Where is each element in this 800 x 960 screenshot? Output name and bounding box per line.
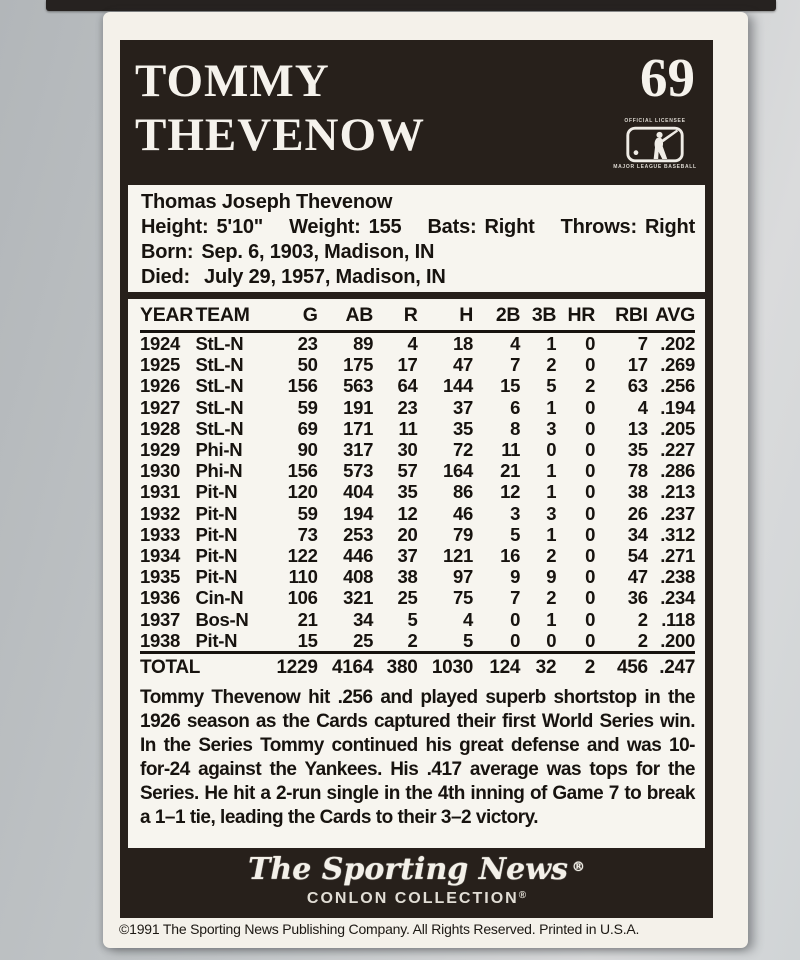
stat-cell: 1927 — [140, 396, 180, 418]
photo-backdrop-edge — [46, 0, 776, 11]
player-last-name: THEVENOW — [135, 109, 426, 161]
stat-cell: 156 — [287, 460, 318, 482]
stat-cell: 1 — [546, 481, 557, 503]
stat-cell: .234 — [660, 587, 695, 609]
stat-cell: 16 — [500, 545, 521, 567]
stat-cell: 57 — [397, 460, 418, 482]
stat-col-2b: 2B — [473, 302, 520, 332]
stat-cell: 4 — [462, 608, 473, 630]
stat-cell: 0 — [585, 566, 596, 588]
stat-cell: 194 — [343, 502, 374, 524]
stat-cell: Pit-N — [195, 566, 238, 588]
stat-col-g: G — [270, 302, 317, 332]
stat-cell: Phi-N — [195, 460, 243, 482]
stat-cell: 0 — [585, 587, 596, 609]
stat-cell: 34 — [627, 523, 648, 545]
stat-cell: 1935 — [140, 566, 180, 588]
stat-cell: 0 — [585, 333, 596, 354]
stat-cell: 120 — [287, 481, 318, 503]
mlb-logo-top-text: OFFICIAL LICENSEE — [624, 118, 686, 124]
table-row — [140, 375, 695, 396]
stat-cell: 35 — [453, 417, 473, 439]
mlb-logo — [603, 118, 707, 171]
stat-cell: 1 — [546, 460, 557, 482]
total-cell: .247 — [648, 653, 695, 680]
stat-cell: 4 — [637, 396, 648, 418]
stat-cell: .271 — [660, 545, 695, 567]
stat-cell: 38 — [397, 566, 418, 588]
sporting-news-logo: The Sporting News ® — [248, 852, 585, 887]
table-row — [140, 503, 695, 524]
stat-cell: 18 — [453, 333, 473, 354]
stat-cell: 30 — [397, 439, 418, 461]
stat-cell: 75 — [453, 587, 473, 609]
bio-died-line: Died: July 29, 1957, Madison, IN — [141, 266, 446, 288]
stat-cell: 0 — [510, 608, 521, 630]
bio-throws: Throws: Right — [560, 216, 696, 238]
stat-col-hr: HR — [556, 302, 595, 332]
stat-cell: 573 — [343, 460, 374, 482]
total-label: TOTAL — [140, 653, 270, 680]
stat-cell: 59 — [297, 396, 318, 418]
stat-cell: 4 — [510, 333, 521, 354]
stat-cell: 0 — [585, 396, 596, 418]
stat-cell: 6 — [510, 396, 521, 418]
stat-cell: 446 — [343, 545, 374, 567]
stat-cell: .205 — [660, 417, 695, 439]
table-row — [140, 545, 695, 566]
baseball-card-back — [103, 12, 748, 948]
stat-cell: 8 — [510, 417, 521, 439]
stat-cell: 1931 — [140, 481, 180, 503]
stat-cell: 106 — [287, 587, 318, 609]
total-cell: 32 — [520, 653, 556, 680]
table-row — [140, 566, 695, 587]
stat-cell: Cin-N — [195, 587, 244, 609]
stat-cell: 79 — [453, 523, 473, 545]
card-black-panel — [120, 40, 713, 918]
stat-cell: 37 — [453, 396, 473, 418]
stat-cell: 3 — [546, 417, 557, 439]
total-cell: 456 — [595, 653, 648, 680]
stat-cell: 175 — [343, 354, 374, 376]
copyright-line: ©1991 The Sporting News Publishing Company. All Rights Reserved. Printed in U.S.A. — [119, 921, 640, 937]
stat-cell: 563 — [343, 375, 374, 397]
table-row — [140, 332, 695, 355]
stat-cell: 35 — [627, 439, 648, 461]
stat-cell: 2 — [546, 587, 557, 609]
stat-cell: 317 — [343, 439, 374, 461]
stat-cell: 47 — [627, 566, 648, 588]
stat-cell: 23 — [297, 333, 318, 354]
stat-cell: 73 — [297, 523, 318, 545]
total-cell: 1229 — [270, 653, 317, 680]
table-row — [140, 630, 695, 653]
stat-cell: 20 — [397, 523, 418, 545]
stat-cell: 156 — [287, 375, 318, 397]
stat-cell: 1 — [546, 523, 557, 545]
stat-cell: 253 — [343, 523, 374, 545]
stat-cell: .227 — [660, 439, 695, 461]
stat-cell: 1938 — [140, 629, 180, 651]
stat-cell: 0 — [585, 629, 596, 651]
bio-born-line: Born: Sep. 6, 1903, Madison, IN — [141, 241, 435, 263]
stat-cell: .200 — [660, 629, 695, 651]
stat-cell: 144 — [443, 375, 473, 397]
stat-cell: 122 — [287, 545, 318, 567]
stat-cell: 5 — [546, 375, 557, 397]
stat-cell: 0 — [546, 439, 557, 461]
stat-cell: 1930 — [140, 460, 180, 482]
stat-cell: 1 — [546, 333, 557, 354]
table-row — [140, 609, 695, 630]
stat-cell: 121 — [443, 545, 473, 567]
stat-cell: 5 — [407, 608, 418, 630]
stat-cell: 3 — [546, 502, 557, 524]
conlon-collection-label: CONLON COLLECTION® — [306, 890, 527, 907]
stat-cell: Pit-N — [195, 545, 238, 567]
stat-col-r: R — [373, 302, 417, 332]
stat-cell: 1928 — [140, 417, 180, 439]
stat-cell: 5 — [462, 629, 473, 651]
stat-cell: 2 — [407, 629, 418, 651]
stat-cell: .286 — [660, 460, 695, 482]
stat-col-year: YEAR — [140, 302, 196, 332]
stat-cell: 15 — [297, 629, 318, 651]
stat-cell: .202 — [660, 333, 695, 354]
stat-cell: 89 — [353, 333, 374, 354]
stat-cell: .312 — [660, 523, 695, 545]
stat-cell: 0 — [585, 460, 596, 482]
stat-cell: StL-N — [195, 333, 244, 354]
stat-cell: 63 — [627, 375, 648, 397]
stat-cell: 1926 — [140, 375, 180, 397]
stat-cell: 46 — [453, 502, 473, 524]
stat-cell: 50 — [297, 354, 318, 376]
stat-cell: 321 — [343, 587, 374, 609]
stat-cell: 9 — [510, 566, 521, 588]
stat-cell: 17 — [397, 354, 418, 376]
stat-cell: 11 — [398, 417, 418, 439]
stat-cell: .238 — [660, 566, 695, 588]
stat-cell: 1925 — [140, 354, 180, 376]
stat-cell: .213 — [660, 481, 695, 503]
stat-cell: 171 — [343, 417, 374, 439]
stat-cell: 1936 — [140, 587, 180, 609]
total-cell: 380 — [373, 653, 417, 680]
mlb-logo-bottom-text: MAJOR LEAGUE BASEBALL — [613, 164, 697, 170]
stat-cell: 11 — [501, 439, 521, 461]
stat-cell: 21 — [297, 608, 318, 630]
stat-cell: 13 — [627, 417, 648, 439]
stat-cell: 2 — [546, 545, 557, 567]
stat-cell: 54 — [627, 545, 648, 567]
stat-cell: 1933 — [140, 523, 180, 545]
total-cell: 2 — [556, 653, 595, 680]
stat-cell: 404 — [343, 481, 374, 503]
stat-cell: 408 — [343, 566, 374, 588]
stat-cell: StL-N — [195, 417, 244, 439]
bio-box — [128, 185, 705, 292]
registered-mark: ® — [571, 860, 585, 875]
stat-cell: StL-N — [195, 396, 244, 418]
brand-footer — [120, 852, 713, 908]
stat-cell: 0 — [585, 608, 596, 630]
stat-cell: 59 — [297, 502, 318, 524]
stat-cell: 0 — [585, 481, 596, 503]
stat-cell: 47 — [453, 354, 473, 376]
bio-weight: Weight: 155 — [289, 216, 402, 238]
stat-cell: 17 — [627, 354, 648, 376]
stat-cell: 0 — [585, 502, 596, 524]
stat-cell: StL-N — [195, 375, 244, 397]
stat-cell: 25 — [397, 587, 418, 609]
table-row — [140, 460, 695, 481]
card-number: 69 — [640, 47, 695, 108]
table-row — [140, 524, 695, 545]
stat-cell: Pit-N — [195, 502, 238, 524]
table-row — [140, 439, 695, 460]
stat-cell: .269 — [660, 354, 695, 376]
stat-cell: .118 — [661, 608, 695, 630]
stat-cell: 35 — [397, 481, 418, 503]
stat-cell: 7 — [510, 587, 521, 609]
stat-cell: 0 — [585, 439, 596, 461]
mlb-batter-icon — [626, 126, 684, 163]
stat-col-team: TEAM — [196, 302, 271, 332]
stat-cell: 69 — [297, 417, 318, 439]
stat-cell: 1 — [546, 608, 557, 630]
stat-cell: 0 — [585, 523, 596, 545]
stat-cell: 0 — [585, 354, 596, 376]
stat-cell: 78 — [627, 460, 648, 482]
stat-cell: 0 — [585, 417, 596, 439]
stat-cell: 37 — [397, 545, 418, 567]
stat-cell: 36 — [627, 587, 648, 609]
stat-cell: 97 — [453, 566, 473, 588]
stat-cell: 5 — [510, 523, 521, 545]
stat-cell: 1934 — [140, 545, 180, 567]
stat-cell: 3 — [510, 502, 521, 524]
stat-cell: 1937 — [140, 608, 180, 630]
player-summary: Tommy Thevenow hit .256 and played superb shortstop in the 1926 season as the Cards captured their first World Series win. In the Series Tommy continued his great defense and was 10-for-24 against the Yankees. His .417 average was tops for the Series. He hit a 2-run single in the 4th inning of Game 7 to break a 1–1 tie, leading the Cards to their 3–2 victory. — [140, 687, 695, 829]
bio-height: Height: 5'10" — [141, 216, 264, 238]
stat-cell: 64 — [397, 375, 418, 397]
stat-cell: 90 — [297, 439, 318, 461]
table-row — [140, 481, 695, 502]
stats-total-row — [140, 653, 695, 680]
stat-cell: 2 — [637, 629, 648, 651]
stat-cell: 2 — [637, 608, 648, 630]
stat-cell: 25 — [353, 629, 374, 651]
stat-cell: 1 — [546, 396, 557, 418]
stat-cell: 72 — [453, 439, 473, 461]
table-row — [140, 418, 695, 439]
stat-cell: 2 — [546, 354, 557, 376]
stat-cell: Pit-N — [195, 481, 238, 503]
total-cell: 4164 — [318, 653, 374, 680]
stat-cell: StL-N — [195, 354, 244, 376]
stat-cell: 7 — [510, 354, 521, 376]
stat-cell: 34 — [353, 608, 374, 630]
stat-cell: 110 — [288, 566, 318, 588]
stat-cell: 38 — [627, 481, 648, 503]
stat-cell: 9 — [546, 566, 557, 588]
career-stats-table — [140, 302, 695, 679]
player-first-name: TOMMY — [135, 55, 330, 107]
stat-cell: 21 — [500, 460, 521, 482]
stat-cell: 7 — [637, 333, 648, 354]
stat-cell: .194 — [660, 396, 695, 418]
stats-box — [128, 299, 705, 848]
stat-cell: 1932 — [140, 502, 180, 524]
table-row — [140, 397, 695, 418]
stat-cell: 0 — [510, 629, 521, 651]
stat-cell: 0 — [546, 629, 557, 651]
stat-cell: 12 — [500, 481, 521, 503]
stat-cell: 191 — [343, 396, 374, 418]
stat-cell: .256 — [660, 375, 695, 397]
stat-col-avg: AVG — [648, 302, 695, 332]
stat-cell: 164 — [443, 460, 473, 482]
bio-full-name: Thomas Joseph Thevenow — [141, 191, 393, 213]
bio-bats: Bats: Right — [427, 216, 535, 238]
stat-cell: 15 — [500, 375, 521, 397]
stat-cell: 4 — [407, 333, 418, 354]
stat-cell: 26 — [627, 502, 648, 524]
stat-cell: 12 — [397, 502, 418, 524]
player-name — [135, 54, 425, 162]
total-cell: 1030 — [417, 653, 473, 680]
stat-col-ab: AB — [318, 302, 374, 332]
total-cell: 124 — [473, 653, 520, 680]
stat-cell: 23 — [397, 396, 418, 418]
stat-cell: 86 — [453, 481, 473, 503]
stat-cell: 1929 — [140, 439, 180, 461]
stat-cell: 1924 — [140, 333, 180, 354]
stat-col-rbi: RBI — [595, 302, 648, 332]
stat-cell: 2 — [585, 375, 596, 397]
stat-cell: Bos-N — [195, 608, 249, 630]
stat-col-h: H — [417, 302, 473, 332]
stat-cell: .237 — [660, 502, 695, 524]
stat-cell: Pit-N — [195, 523, 238, 545]
registered-mark: ® — [518, 890, 527, 901]
table-row — [140, 587, 695, 608]
stat-col-3b: 3B — [520, 302, 556, 332]
stat-cell: 0 — [585, 545, 596, 567]
stats-table-body — [140, 332, 695, 653]
bio-physical-line — [141, 215, 699, 240]
stat-cell: Phi-N — [195, 439, 243, 461]
stat-cell: Pit-N — [195, 629, 238, 651]
table-row — [140, 354, 695, 375]
stats-header-row — [140, 302, 695, 332]
